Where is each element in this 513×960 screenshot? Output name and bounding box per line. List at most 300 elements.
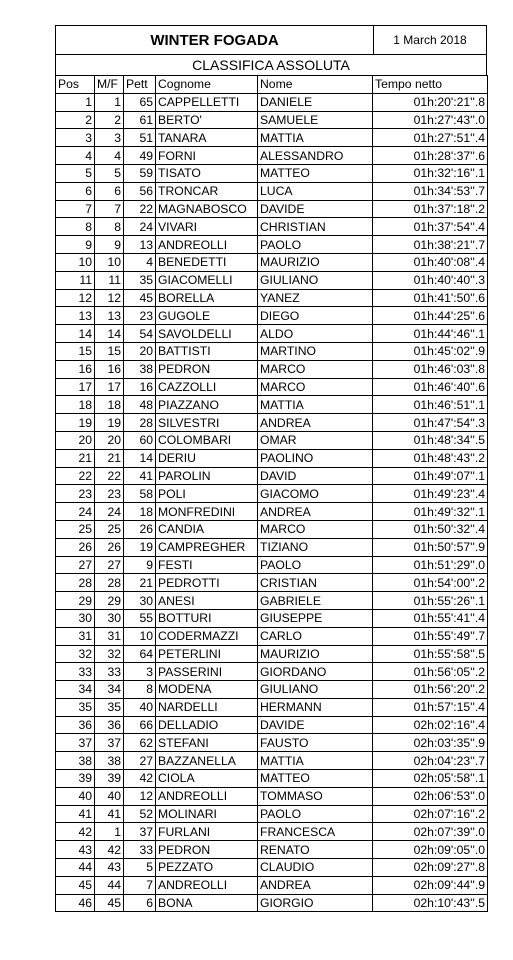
pos-cell: 46 — [56, 894, 95, 912]
mf-cell: 12 — [95, 289, 124, 307]
time-cell: 01h:46':03''.8 — [373, 360, 488, 378]
time-cell: 01h:49':07''.1 — [373, 467, 488, 485]
table-row — [56, 307, 488, 325]
name-cell: TOMMASO — [258, 787, 373, 805]
table-row — [56, 129, 488, 147]
pett-cell: 58 — [124, 485, 156, 503]
table-row — [56, 147, 488, 165]
pos-cell: 1 — [56, 93, 95, 111]
mf-cell: 36 — [95, 716, 124, 734]
pos-cell: 10 — [56, 253, 95, 271]
mf-cell: 27 — [95, 556, 124, 574]
surname-cell: CANDIA — [156, 520, 258, 538]
col-nome: Nome — [258, 76, 373, 94]
mf-cell: 10 — [95, 253, 124, 271]
pos-cell: 26 — [56, 538, 95, 556]
name-cell: PAOLINO — [258, 449, 373, 467]
table-row — [56, 236, 488, 254]
table-row — [56, 876, 488, 894]
time-cell: 01h:55':49''.7 — [373, 627, 488, 645]
surname-cell: SILVESTRI — [156, 414, 258, 432]
name-cell: MATTIA — [258, 129, 373, 147]
table-row — [56, 449, 488, 467]
pos-cell: 36 — [56, 716, 95, 734]
time-cell: 01h:28':37''.6 — [373, 147, 488, 165]
time-cell: 01h:37':18''.2 — [373, 200, 488, 218]
surname-cell: BOTTURI — [156, 609, 258, 627]
pos-cell: 42 — [56, 823, 95, 841]
pett-cell: 20 — [124, 342, 156, 360]
pos-cell: 18 — [56, 396, 95, 414]
pos-cell: 44 — [56, 859, 95, 877]
surname-cell: STEFANI — [156, 734, 258, 752]
surname-cell: ANDREOLLI — [156, 787, 258, 805]
pos-cell: 37 — [56, 734, 95, 752]
mf-cell: 24 — [95, 503, 124, 521]
mf-cell: 22 — [95, 467, 124, 485]
surname-cell: DELLADIO — [156, 716, 258, 734]
pett-cell: 40 — [124, 698, 156, 716]
pos-cell: 25 — [56, 520, 95, 538]
time-cell: 01h:45':02''.9 — [373, 342, 488, 360]
surname-cell: PIAZZANO — [156, 396, 258, 414]
pos-cell: 5 — [56, 164, 95, 182]
surname-cell: MONFREDINI — [156, 503, 258, 521]
pett-cell: 45 — [124, 289, 156, 307]
time-cell: 01h:40':08''.4 — [373, 253, 488, 271]
time-cell: 02h:03':35''.9 — [373, 734, 488, 752]
pos-cell: 34 — [56, 681, 95, 699]
mf-cell: 1 — [95, 93, 124, 111]
pett-cell: 51 — [124, 129, 156, 147]
table-row — [56, 574, 488, 592]
mf-cell: 35 — [95, 698, 124, 716]
time-cell: 01h:49':32''.1 — [373, 503, 488, 521]
table-row — [56, 734, 488, 752]
mf-cell: 13 — [95, 307, 124, 325]
name-cell: ANDREA — [258, 414, 373, 432]
pett-cell: 41 — [124, 467, 156, 485]
time-cell: 02h:10':43''.5 — [373, 894, 488, 912]
pett-cell: 55 — [124, 609, 156, 627]
pett-cell: 37 — [124, 823, 156, 841]
mf-cell: 2 — [95, 111, 124, 129]
time-cell: 01h:46':51''.1 — [373, 396, 488, 414]
surname-cell: ANDREOLLI — [156, 236, 258, 254]
name-cell: GIULIANO — [258, 271, 373, 289]
pett-cell: 14 — [124, 449, 156, 467]
name-cell: MAURIZIO — [258, 645, 373, 663]
pett-cell: 42 — [124, 770, 156, 788]
pett-cell: 30 — [124, 592, 156, 610]
mf-cell: 8 — [95, 218, 124, 236]
time-cell: 01h:37':54''.4 — [373, 218, 488, 236]
surname-cell: PEDRON — [156, 360, 258, 378]
pos-cell: 15 — [56, 342, 95, 360]
mf-cell: 11 — [95, 271, 124, 289]
table-row — [56, 378, 488, 396]
col-pett: Pett — [124, 76, 156, 94]
mf-cell: 5 — [95, 164, 124, 182]
name-cell: MARTINO — [258, 342, 373, 360]
pett-cell: 28 — [124, 414, 156, 432]
pos-cell: 30 — [56, 609, 95, 627]
col-mf: M/F — [95, 76, 124, 94]
name-cell: YANEZ — [258, 289, 373, 307]
table-row — [56, 342, 488, 360]
mf-cell: 34 — [95, 681, 124, 699]
ranking-subtitle: CLASSIFICA ASSOLUTA — [55, 54, 487, 75]
pett-cell: 7 — [124, 876, 156, 894]
name-cell: MATTEO — [258, 164, 373, 182]
mf-cell: 32 — [95, 645, 124, 663]
pett-cell: 49 — [124, 147, 156, 165]
time-cell: 02h:04':23''.7 — [373, 752, 488, 770]
pett-cell: 59 — [124, 164, 156, 182]
table-row — [56, 770, 488, 788]
table-row — [56, 360, 488, 378]
pos-cell: 2 — [56, 111, 95, 129]
time-cell: 02h:09':44''.9 — [373, 876, 488, 894]
mf-cell: 16 — [95, 360, 124, 378]
surname-cell: POLI — [156, 485, 258, 503]
pett-cell: 52 — [124, 805, 156, 823]
surname-cell: VIVARI — [156, 218, 258, 236]
pos-cell: 7 — [56, 200, 95, 218]
mf-cell: 19 — [95, 414, 124, 432]
name-cell: LUCA — [258, 182, 373, 200]
pos-cell: 38 — [56, 752, 95, 770]
surname-cell: FORNI — [156, 147, 258, 165]
table-row — [56, 503, 488, 521]
table-row — [56, 182, 488, 200]
time-cell: 01h:27':43''.0 — [373, 111, 488, 129]
time-cell: 02h:07':39''.0 — [373, 823, 488, 841]
pos-cell: 21 — [56, 449, 95, 467]
time-cell: 01h:32':16''.1 — [373, 164, 488, 182]
pos-cell: 31 — [56, 627, 95, 645]
name-cell: GIORGIO — [258, 894, 373, 912]
name-cell: MATTIA — [258, 752, 373, 770]
name-cell: FAUSTO — [258, 734, 373, 752]
pos-cell: 22 — [56, 467, 95, 485]
name-cell: CLAUDIO — [258, 859, 373, 877]
time-cell: 01h:20':21''.8 — [373, 93, 488, 111]
surname-cell: BERTO' — [156, 111, 258, 129]
mf-cell: 30 — [95, 609, 124, 627]
pett-cell: 24 — [124, 218, 156, 236]
pos-cell: 27 — [56, 556, 95, 574]
time-cell: 01h:41':50''.6 — [373, 289, 488, 307]
surname-cell: CIOLA — [156, 770, 258, 788]
name-cell: ALESSANDRO — [258, 147, 373, 165]
name-cell: TIZIANO — [258, 538, 373, 556]
time-cell: 01h:54':00''.2 — [373, 574, 488, 592]
surname-cell: GIACOMELLI — [156, 271, 258, 289]
mf-cell: 39 — [95, 770, 124, 788]
mf-cell: 40 — [95, 787, 124, 805]
pos-cell: 19 — [56, 414, 95, 432]
time-cell: 01h:44':25''.6 — [373, 307, 488, 325]
time-cell: 01h:44':46''.1 — [373, 325, 488, 343]
pett-cell: 65 — [124, 93, 156, 111]
table-row — [56, 218, 488, 236]
table-row — [56, 93, 488, 111]
time-cell: 02h:05':58''.1 — [373, 770, 488, 788]
time-cell: 01h:51':29''.0 — [373, 556, 488, 574]
results-table — [55, 75, 488, 912]
table-row — [56, 289, 488, 307]
surname-cell: CAMPREGHER — [156, 538, 258, 556]
pett-cell: 54 — [124, 325, 156, 343]
pett-cell: 27 — [124, 752, 156, 770]
surname-cell: PEZZATO — [156, 859, 258, 877]
surname-cell: BENEDETTI — [156, 253, 258, 271]
pos-cell: 23 — [56, 485, 95, 503]
mf-cell: 20 — [95, 431, 124, 449]
time-cell: 01h:50':32''.4 — [373, 520, 488, 538]
pos-cell: 6 — [56, 182, 95, 200]
surname-cell: DERIU — [156, 449, 258, 467]
pett-cell: 22 — [124, 200, 156, 218]
pos-cell: 9 — [56, 236, 95, 254]
table-row — [56, 431, 488, 449]
column-header-row — [56, 76, 488, 94]
pos-cell: 45 — [56, 876, 95, 894]
name-cell: GIORDANO — [258, 663, 373, 681]
mf-cell: 7 — [95, 200, 124, 218]
table-row — [56, 609, 488, 627]
mf-cell: 29 — [95, 592, 124, 610]
pett-cell: 33 — [124, 841, 156, 859]
pett-cell: 26 — [124, 520, 156, 538]
table-row — [56, 520, 488, 538]
mf-cell: 4 — [95, 147, 124, 165]
name-cell: GIUSEPPE — [258, 609, 373, 627]
pett-cell: 13 — [124, 236, 156, 254]
pos-cell: 17 — [56, 378, 95, 396]
surname-cell: PEDRON — [156, 841, 258, 859]
pos-cell: 40 — [56, 787, 95, 805]
name-cell: DAVID — [258, 467, 373, 485]
pos-cell: 39 — [56, 770, 95, 788]
pett-cell: 35 — [124, 271, 156, 289]
pos-cell: 28 — [56, 574, 95, 592]
pos-cell: 33 — [56, 663, 95, 681]
mf-cell: 21 — [95, 449, 124, 467]
pett-cell: 3 — [124, 663, 156, 681]
table-row — [56, 538, 488, 556]
table-row — [56, 164, 488, 182]
pos-cell: 11 — [56, 271, 95, 289]
mf-cell: 41 — [95, 805, 124, 823]
surname-cell: PETERLINI — [156, 645, 258, 663]
pett-cell: 61 — [124, 111, 156, 129]
mf-cell: 18 — [95, 396, 124, 414]
table-row — [56, 787, 488, 805]
name-cell: PAOLO — [258, 556, 373, 574]
surname-cell: BAZZANELLA — [156, 752, 258, 770]
time-cell: 01h:50':57''.9 — [373, 538, 488, 556]
surname-cell: TRONCAR — [156, 182, 258, 200]
table-row — [56, 823, 488, 841]
pos-cell: 29 — [56, 592, 95, 610]
surname-cell: TANARA — [156, 129, 258, 147]
name-cell: ANDREA — [258, 876, 373, 894]
surname-cell: CAZZOLLI — [156, 378, 258, 396]
pos-cell: 14 — [56, 325, 95, 343]
table-row — [56, 414, 488, 432]
mf-cell: 1 — [95, 823, 124, 841]
mf-cell: 31 — [95, 627, 124, 645]
pos-cell: 16 — [56, 360, 95, 378]
race-date: 1 March 2018 — [393, 33, 467, 47]
pett-cell: 10 — [124, 627, 156, 645]
pett-cell: 64 — [124, 645, 156, 663]
pos-cell: 13 — [56, 307, 95, 325]
pett-cell: 48 — [124, 396, 156, 414]
time-cell: 01h:40':40''.3 — [373, 271, 488, 289]
pett-cell: 5 — [124, 859, 156, 877]
time-cell: 01h:34':53''.7 — [373, 182, 488, 200]
name-cell: MAURIZIO — [258, 253, 373, 271]
mf-cell: 14 — [95, 325, 124, 343]
pos-cell: 35 — [56, 698, 95, 716]
pett-cell: 19 — [124, 538, 156, 556]
table-row — [56, 645, 488, 663]
table-row — [56, 894, 488, 912]
name-cell: CRISTIAN — [258, 574, 373, 592]
table-row — [56, 841, 488, 859]
time-cell: 01h:46':40''.6 — [373, 378, 488, 396]
mf-cell: 15 — [95, 342, 124, 360]
surname-cell: GUGOLE — [156, 307, 258, 325]
name-cell: MATTIA — [258, 396, 373, 414]
results-sheet — [55, 25, 487, 912]
time-cell: 01h:27':51''.4 — [373, 129, 488, 147]
name-cell: CHRISTIAN — [258, 218, 373, 236]
race-title: WINTER FOGADA — [56, 26, 374, 54]
name-cell: PAOLO — [258, 805, 373, 823]
name-cell: DAVIDE — [258, 716, 373, 734]
name-cell: MARCO — [258, 378, 373, 396]
name-cell: CARLO — [258, 627, 373, 645]
name-cell: HERMANN — [258, 698, 373, 716]
pett-cell: 23 — [124, 307, 156, 325]
surname-cell: BONA — [156, 894, 258, 912]
name-cell: ALDO — [258, 325, 373, 343]
mf-cell: 26 — [95, 538, 124, 556]
pett-cell: 18 — [124, 503, 156, 521]
table-row — [56, 467, 488, 485]
table-row — [56, 325, 488, 343]
mf-cell: 28 — [95, 574, 124, 592]
surname-cell: CAPPELLETTI — [156, 93, 258, 111]
table-row — [56, 556, 488, 574]
pos-cell: 3 — [56, 129, 95, 147]
name-cell: RENATO — [258, 841, 373, 859]
time-cell: 02h:09':05''.0 — [373, 841, 488, 859]
table-row — [56, 396, 488, 414]
time-cell: 01h:55':41''.4 — [373, 609, 488, 627]
pett-cell: 62 — [124, 734, 156, 752]
name-cell: MATTEO — [258, 770, 373, 788]
surname-cell: PAROLIN — [156, 467, 258, 485]
table-row — [56, 681, 488, 699]
surname-cell: PEDROTTI — [156, 574, 258, 592]
surname-cell: MOLINARI — [156, 805, 258, 823]
table-row — [56, 716, 488, 734]
mf-cell: 23 — [95, 485, 124, 503]
table-row — [56, 752, 488, 770]
name-cell: GABRIELE — [258, 592, 373, 610]
surname-cell: ANDREOLLI — [156, 876, 258, 894]
surname-cell: NARDELLI — [156, 698, 258, 716]
surname-cell: BATTISTI — [156, 342, 258, 360]
table-row — [56, 111, 488, 129]
mf-cell: 45 — [95, 894, 124, 912]
mf-cell: 3 — [95, 129, 124, 147]
table-row — [56, 805, 488, 823]
name-cell: FRANCESCA — [258, 823, 373, 841]
time-cell: 01h:38':21''.7 — [373, 236, 488, 254]
time-cell: 02h:02':16''.4 — [373, 716, 488, 734]
col-pos: Pos — [56, 76, 95, 94]
time-cell: 01h:55':58''.5 — [373, 645, 488, 663]
pett-cell: 16 — [124, 378, 156, 396]
mf-cell: 17 — [95, 378, 124, 396]
surname-cell: MODENA — [156, 681, 258, 699]
col-tempo: Tempo netto — [373, 76, 488, 94]
name-cell: SAMUELE — [258, 111, 373, 129]
mf-cell: 33 — [95, 663, 124, 681]
surname-cell: PASSERINI — [156, 663, 258, 681]
pos-cell: 4 — [56, 147, 95, 165]
mf-cell: 6 — [95, 182, 124, 200]
pos-cell: 24 — [56, 503, 95, 521]
surname-cell: ANESI — [156, 592, 258, 610]
pett-cell: 6 — [124, 894, 156, 912]
time-cell: 02h:09':27''.8 — [373, 859, 488, 877]
name-cell: DANIELE — [258, 93, 373, 111]
pos-cell: 32 — [56, 645, 95, 663]
mf-cell: 44 — [95, 876, 124, 894]
surname-cell: COLOMBARI — [156, 431, 258, 449]
time-cell: 01h:47':54''.3 — [373, 414, 488, 432]
pett-cell: 4 — [124, 253, 156, 271]
mf-cell: 37 — [95, 734, 124, 752]
table-row — [56, 200, 488, 218]
time-cell: 01h:56':05''.2 — [373, 663, 488, 681]
pett-cell: 60 — [124, 431, 156, 449]
time-cell: 01h:55':26''.1 — [373, 592, 488, 610]
name-cell: MARCO — [258, 520, 373, 538]
pos-cell: 20 — [56, 431, 95, 449]
table-row — [56, 485, 488, 503]
pett-cell: 66 — [124, 716, 156, 734]
surname-cell: FESTI — [156, 556, 258, 574]
table-row — [56, 271, 488, 289]
col-cognome: Cognome — [156, 76, 258, 94]
surname-cell: BORELLA — [156, 289, 258, 307]
time-cell: 01h:48':43''.2 — [373, 449, 488, 467]
surname-cell: SAVOLDELLI — [156, 325, 258, 343]
surname-cell: TISATO — [156, 164, 258, 182]
table-row — [56, 253, 488, 271]
pett-cell: 12 — [124, 787, 156, 805]
time-cell: 01h:56':20''.2 — [373, 681, 488, 699]
header — [55, 25, 487, 54]
